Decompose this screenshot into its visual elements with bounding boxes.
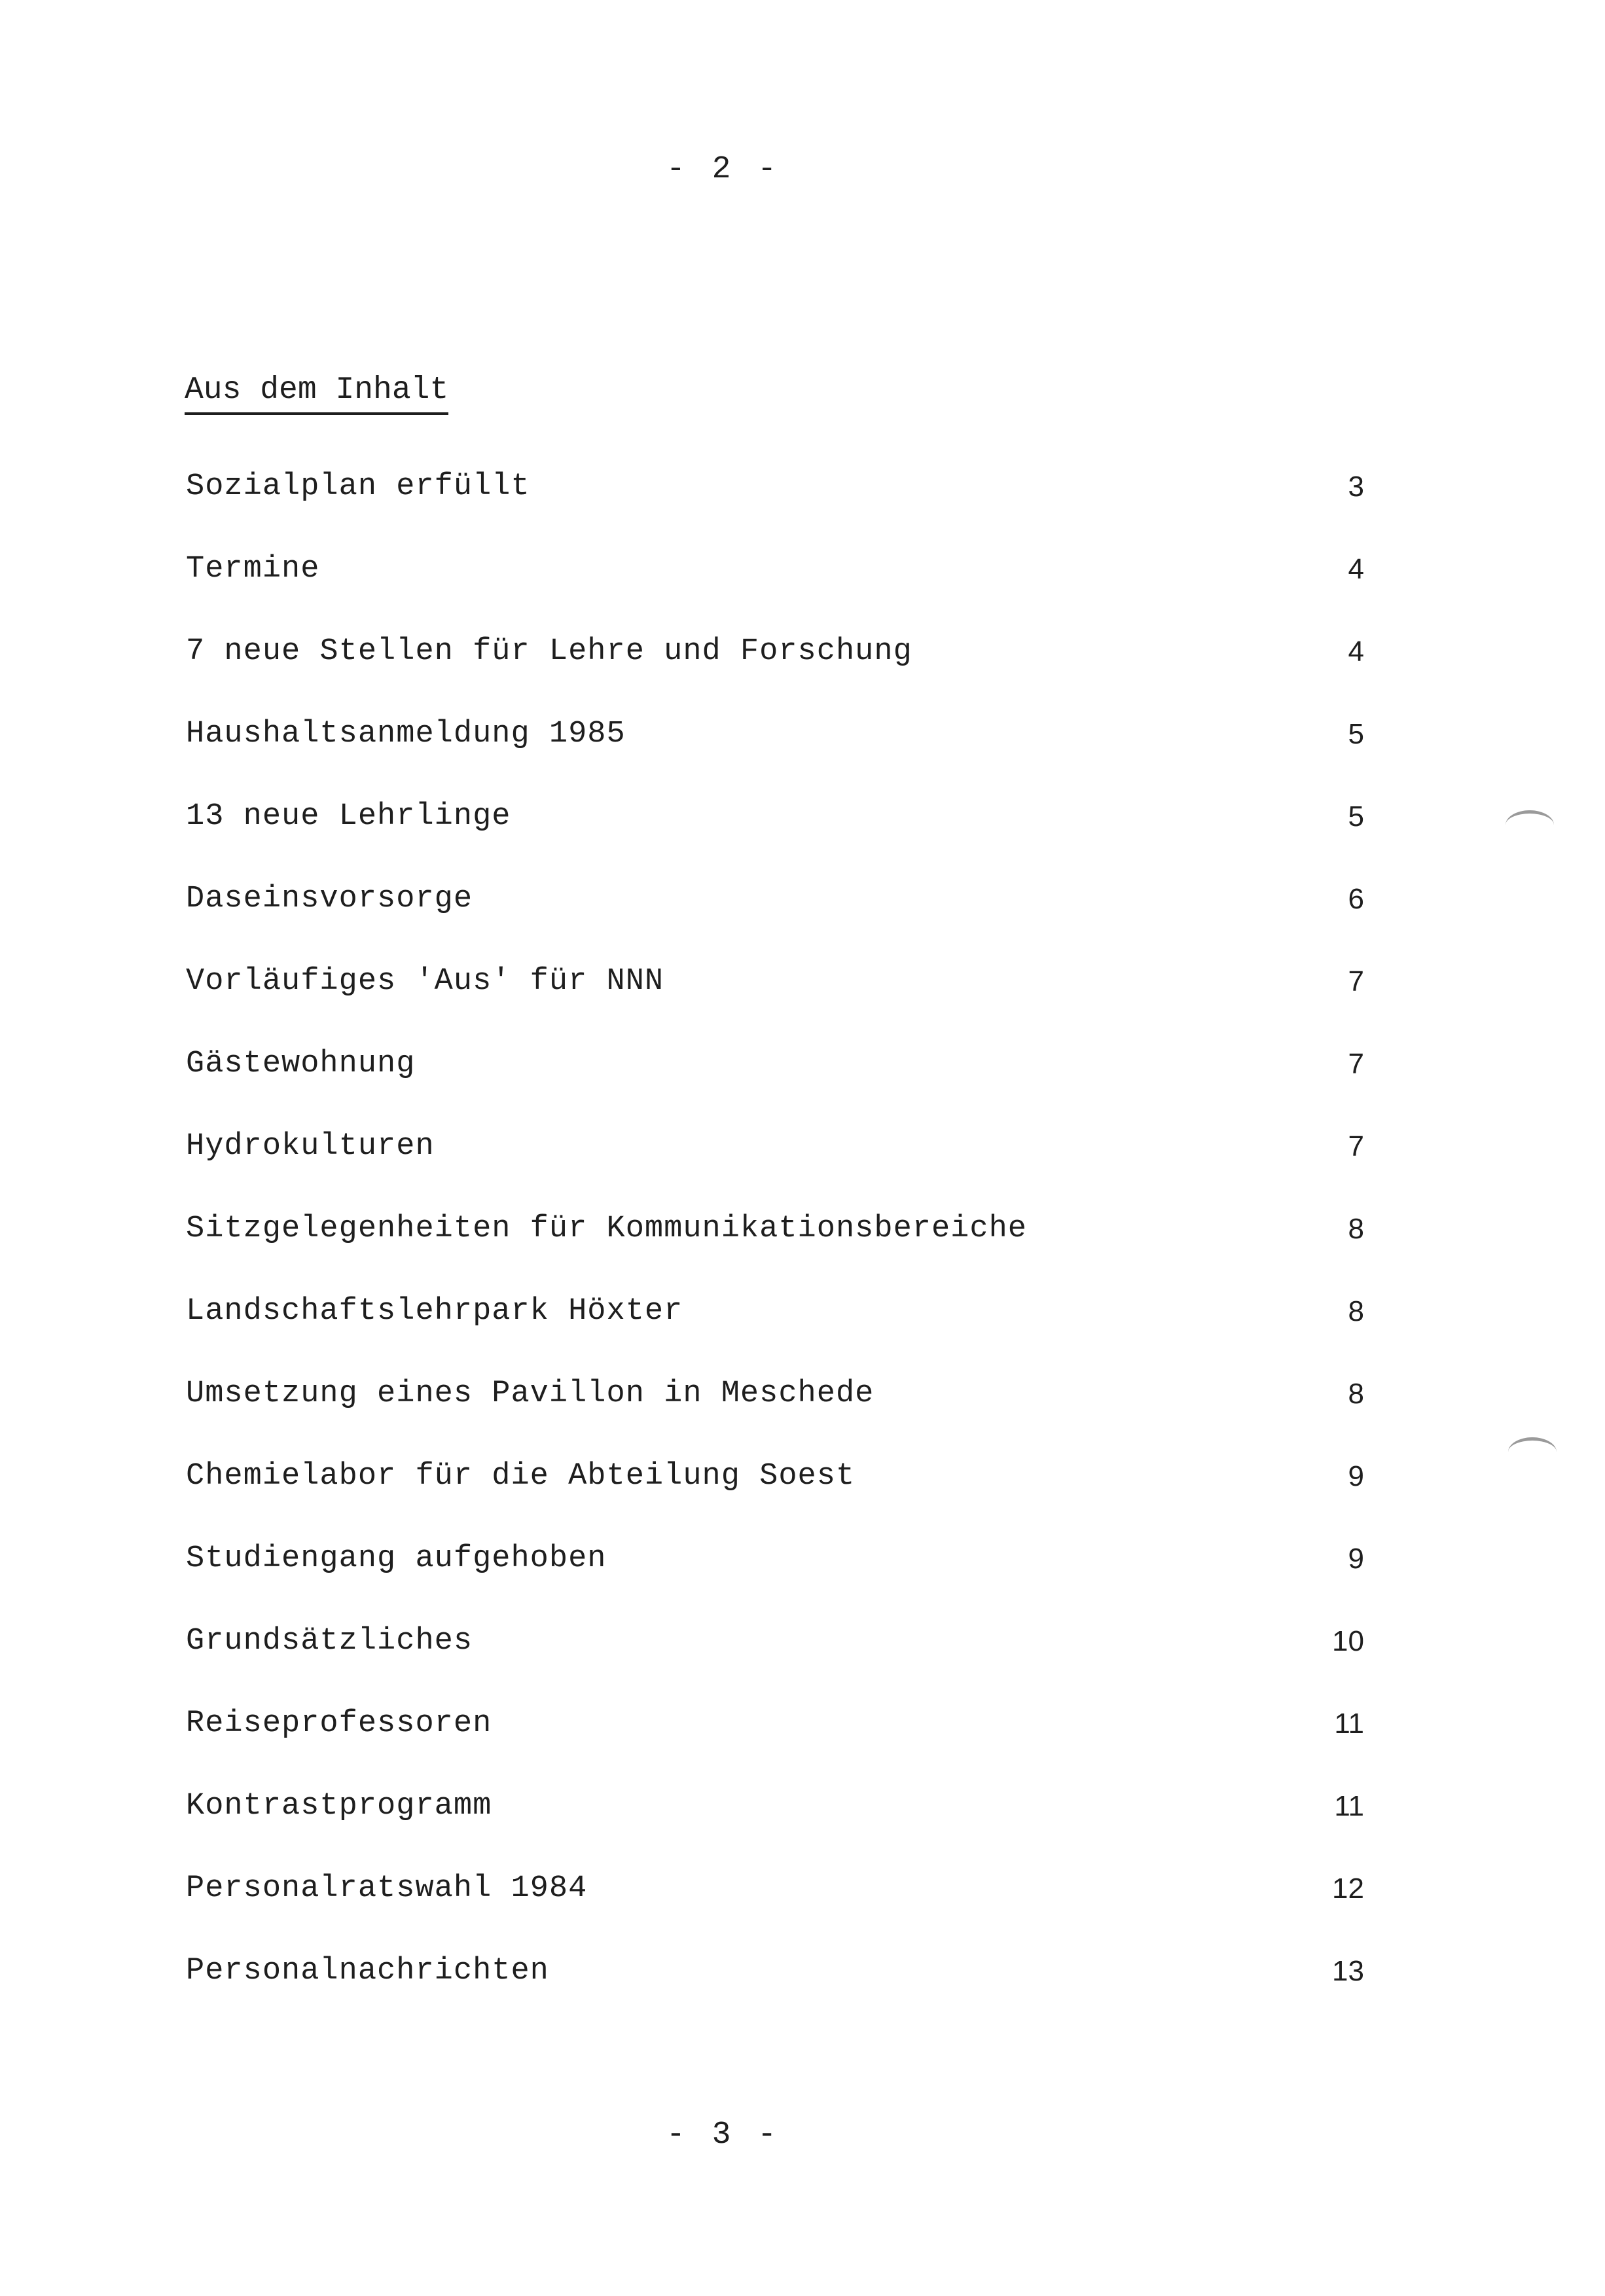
page-number-top: - 2 - — [666, 152, 781, 187]
toc-entry-page: 13 — [1332, 1955, 1364, 1987]
toc-entry-page: 9 — [1348, 1460, 1364, 1492]
toc-entry-title: Gästewohnung — [186, 1047, 416, 1081]
toc-entry-page: 7 — [1348, 965, 1364, 997]
toc-entry — [186, 1871, 1364, 1953]
punch-hole-mark — [1508, 1437, 1557, 1467]
toc-entry — [186, 1623, 1364, 1706]
toc-heading: Aus dem Inhalt — [185, 372, 448, 415]
toc-entry — [186, 1376, 1364, 1458]
toc-entry-title: 13 neue Lehrlinge — [186, 799, 511, 834]
toc-entry-page: 4 — [1348, 553, 1364, 585]
toc-entry — [186, 963, 1364, 1046]
toc-entry — [186, 1541, 1364, 1623]
toc-entry-page: 10 — [1332, 1625, 1364, 1657]
toc-entry — [186, 634, 1364, 716]
toc-entry-page: 5 — [1348, 718, 1364, 750]
toc-entry-page: 8 — [1348, 1295, 1364, 1327]
toc-entry-title: Personalnachrichten — [186, 1954, 549, 1988]
toc-entry-title: Daseinsvorsorge — [186, 882, 473, 916]
toc-entry — [186, 1211, 1364, 1293]
toc-entry-page: 9 — [1348, 1543, 1364, 1575]
toc-entry-title: Vorläufiges 'Aus' für NNN — [186, 964, 664, 999]
toc-entry — [186, 798, 1364, 881]
toc-entry — [186, 1953, 1364, 2036]
toc-entry-page: 7 — [1348, 1130, 1364, 1162]
toc-entry-page: 11 — [1334, 1708, 1364, 1740]
toc-entry — [186, 1046, 1364, 1128]
punch-hole-mark — [1506, 810, 1554, 840]
toc-entry-title: Hydrokulturen — [186, 1129, 435, 1164]
toc-entry-title: 7 neue Stellen für Lehre und Forschung — [186, 634, 912, 669]
toc-entry-title: Sitzgelegenheiten für Kommunikationsbereiche — [186, 1211, 1028, 1246]
toc-entry-page: 6 — [1348, 883, 1364, 915]
toc-entry-page: 11 — [1334, 1790, 1364, 1822]
toc-entry-page: 7 — [1348, 1048, 1364, 1080]
toc-entry-title: Chemielabor für die Abteilung Soest — [186, 1459, 856, 1494]
toc-entry-page: 5 — [1348, 800, 1364, 833]
toc-entry — [186, 469, 1364, 551]
toc-entry-title: Personalratswahl 1984 — [186, 1871, 588, 1906]
toc-entry-title: Studiengang aufgehoben — [186, 1541, 607, 1576]
toc-entry-title: Reiseprofessoren — [186, 1706, 492, 1741]
toc-entry — [186, 1788, 1364, 1871]
toc-entry-title: Termine — [186, 552, 320, 586]
toc-entry — [186, 1706, 1364, 1788]
page-number-bottom: - 3 - — [666, 2117, 781, 2153]
toc-entry-page: 8 — [1348, 1213, 1364, 1245]
table-of-contents — [186, 469, 1364, 2036]
toc-entry-page: 12 — [1332, 1873, 1364, 1905]
toc-entry — [186, 1458, 1364, 1541]
toc-entry-page: 8 — [1348, 1378, 1364, 1410]
toc-entry-title: Haushaltsanmeldung 1985 — [186, 717, 626, 751]
toc-entry-page: 4 — [1348, 636, 1364, 668]
toc-entry — [186, 551, 1364, 634]
toc-entry — [186, 1128, 1364, 1211]
toc-entry-page: 3 — [1348, 471, 1364, 503]
toc-entry-title: Sozialplan erfüllt — [186, 469, 530, 504]
toc-entry-title: Kontrastprogramm — [186, 1789, 492, 1823]
toc-entry-title: Grundsätzliches — [186, 1624, 473, 1659]
toc-entry-title: Landschaftslehrpark Höxter — [186, 1294, 683, 1329]
toc-entry — [186, 1293, 1364, 1376]
toc-entry — [186, 716, 1364, 798]
toc-entry — [186, 881, 1364, 963]
toc-entry-title: Umsetzung eines Pavillon in Meschede — [186, 1376, 875, 1411]
